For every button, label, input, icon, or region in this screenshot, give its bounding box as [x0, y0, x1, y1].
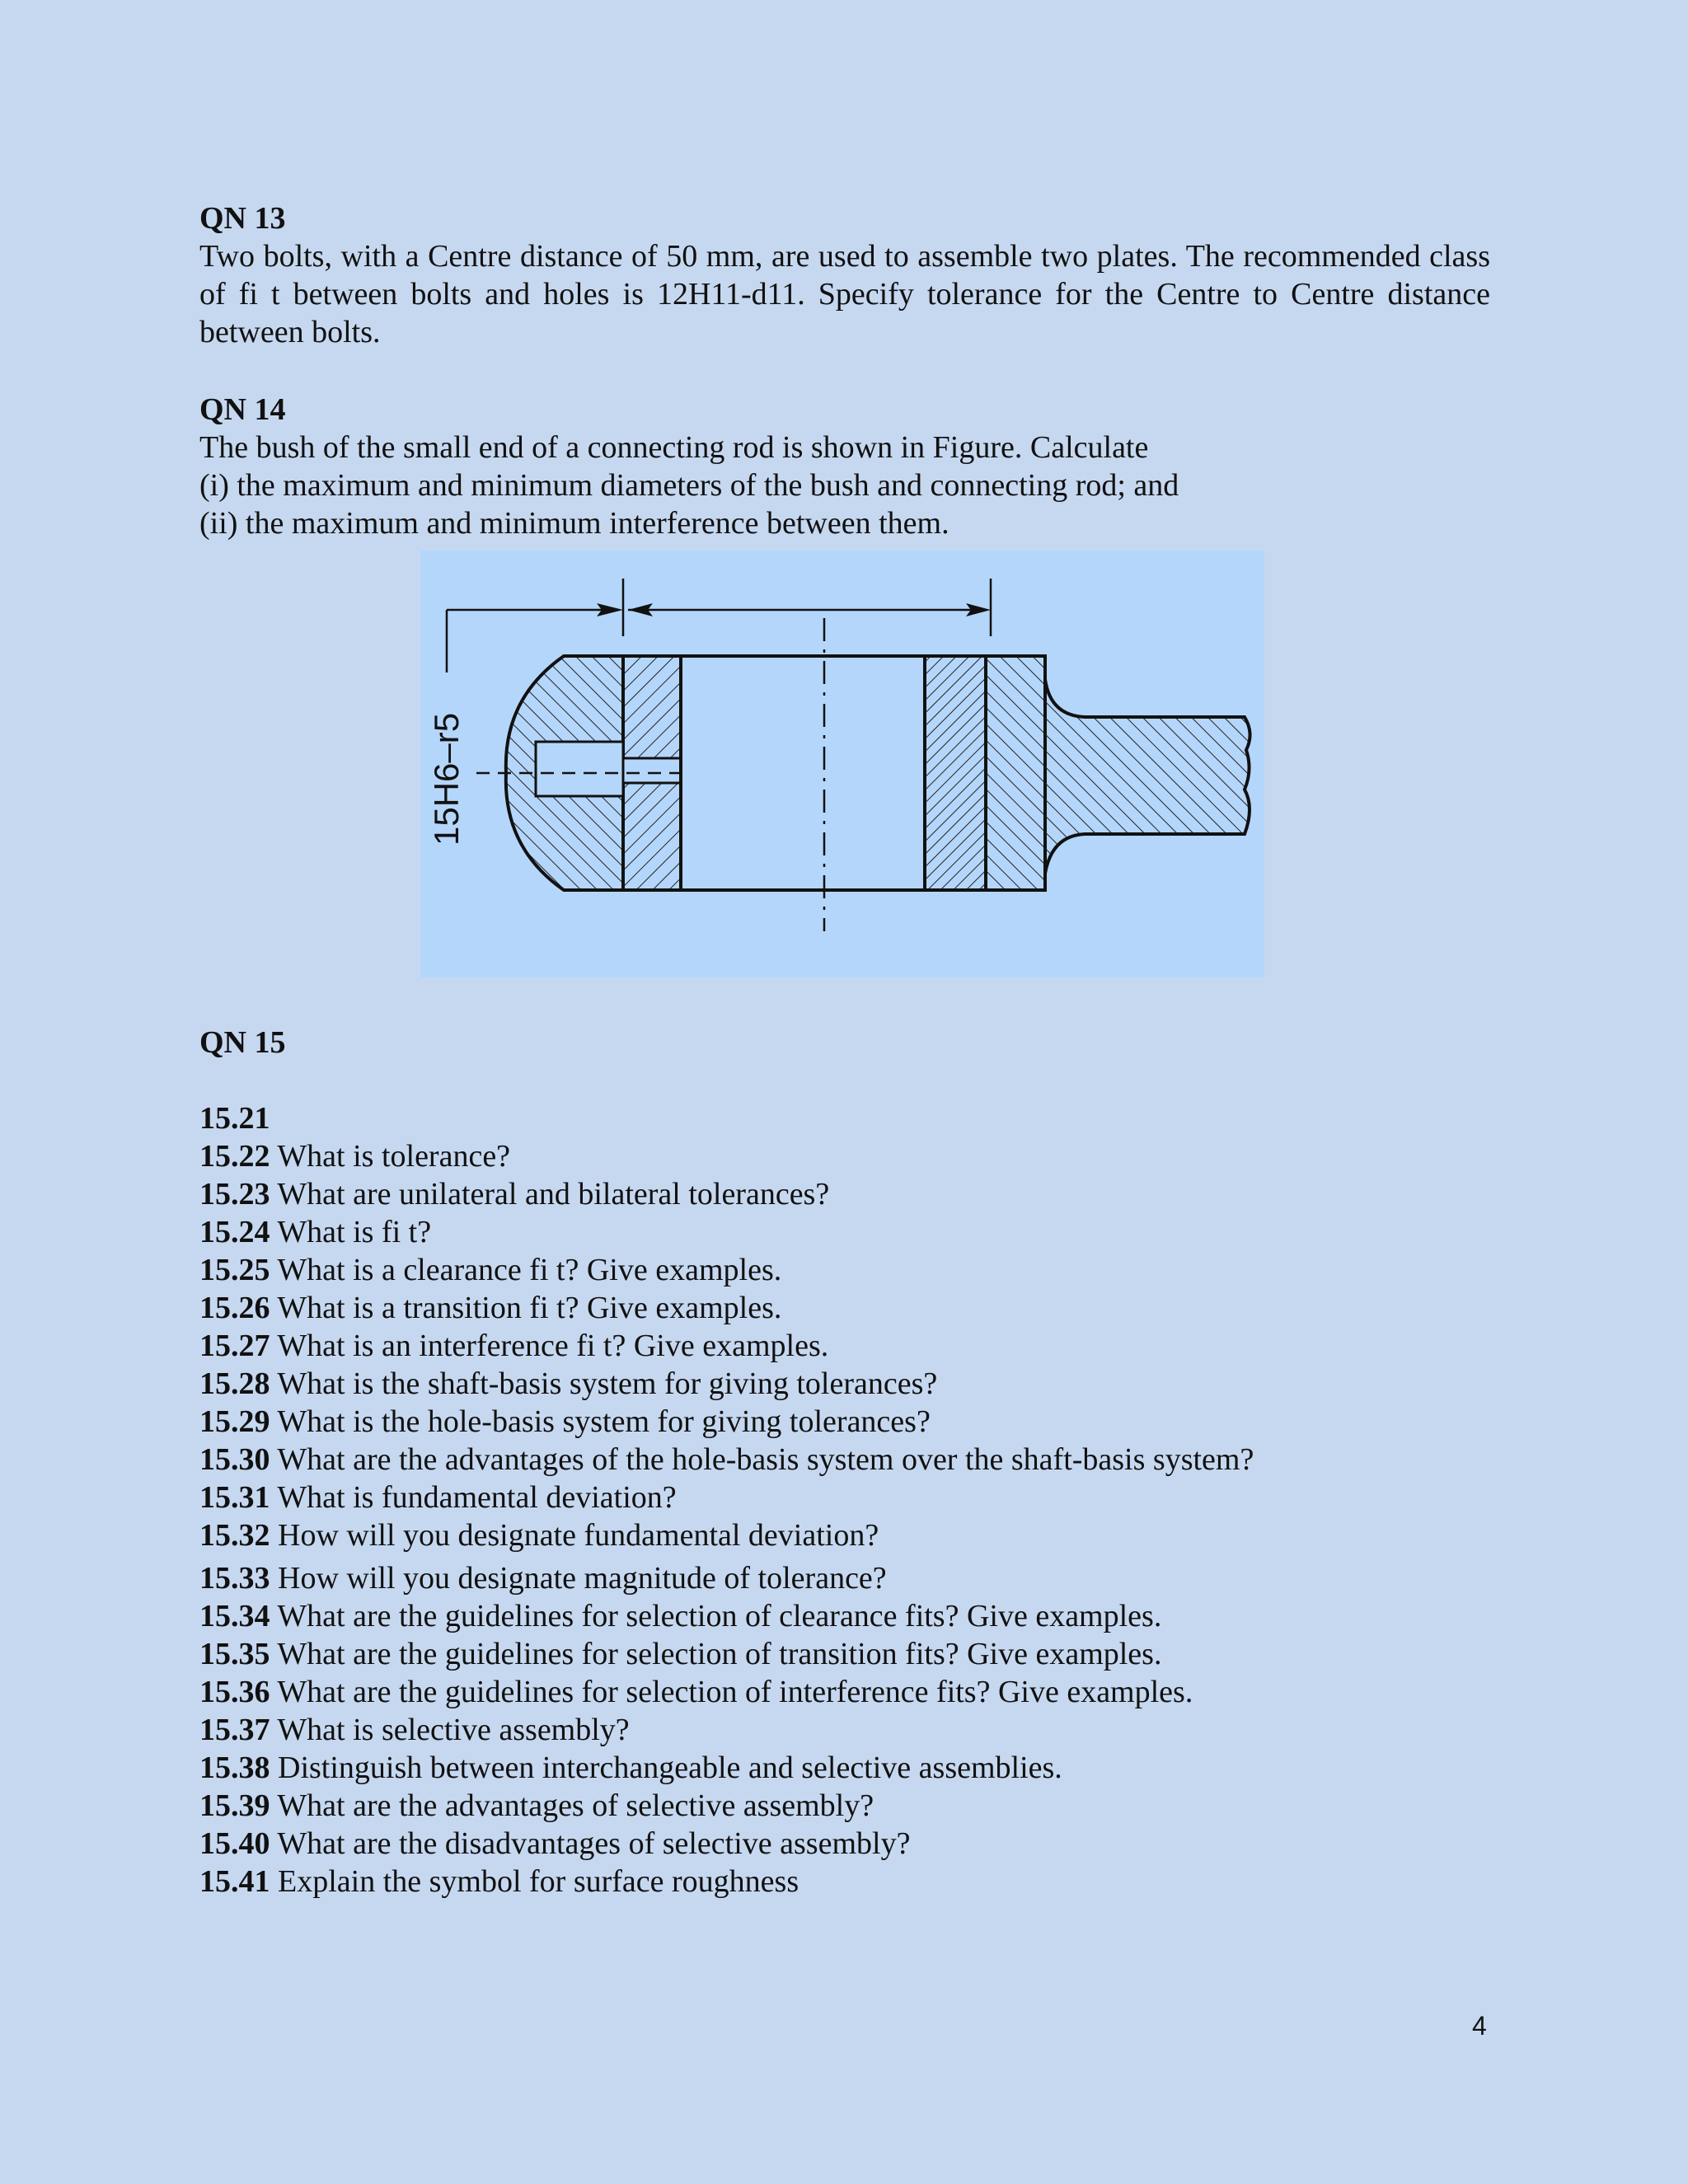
- connecting-rod-figure: [420, 551, 1264, 977]
- page-content: [199, 199, 1490, 1900]
- question-item: [199, 1516, 1490, 1554]
- question-number: 15.22: [199, 1139, 270, 1174]
- question-item: [199, 1099, 1490, 1137]
- question-number: 15.34: [199, 1599, 270, 1633]
- question-item: [199, 1749, 1490, 1787]
- question-number: 15.29: [199, 1404, 270, 1439]
- question-text: Explain the symbol for surface roughness: [270, 1864, 799, 1899]
- question-item: [199, 1825, 1490, 1863]
- question-item: [199, 1327, 1490, 1365]
- question-text: What are the advantages of selective assembly?: [270, 1788, 874, 1823]
- question-number: 15.28: [199, 1366, 270, 1401]
- question-item: [199, 1441, 1490, 1479]
- question-item: [199, 1175, 1490, 1213]
- question-number: 15.27: [199, 1329, 270, 1363]
- question-item: [199, 1635, 1490, 1673]
- question-number: 15.33: [199, 1561, 270, 1596]
- connecting-rod-drawing: [420, 551, 1264, 977]
- question-text: What are the guidelines for selection of transition fits? Give examples.: [270, 1637, 1162, 1671]
- question-text: What is a clearance fi t? Give examples.: [270, 1253, 782, 1287]
- question-item: [199, 1863, 1490, 1900]
- question-number: 15.24: [199, 1215, 270, 1249]
- question-text: What is fundamental deviation?: [270, 1480, 677, 1515]
- question-number: 15.36: [199, 1675, 270, 1709]
- question-text: How will you designate fundamental deviation?: [270, 1518, 879, 1553]
- question-text: What are unilateral and bilateral tolerances?: [270, 1177, 830, 1212]
- qn15-heading: QN 15: [199, 1025, 286, 1060]
- question-number: 15.32: [199, 1518, 270, 1553]
- qn13-text: Two bolts, with a Centre distance of 50 mm, are used to assemble two plates. The recommended class of fi t between bolts and holes is 12H11-d11. Specify tolerance for the Centre to Centre distance between bolts.: [199, 239, 1490, 349]
- question-number: 15.30: [199, 1442, 270, 1477]
- question-text: What are the disadvantages of selective assembly?: [270, 1826, 911, 1861]
- question-text: What are the guidelines for selection of interference fits? Give examples.: [270, 1675, 1193, 1709]
- question-item: [199, 1479, 1490, 1516]
- question-number: 15.40: [199, 1826, 270, 1861]
- question-item: [199, 1559, 1490, 1597]
- question-item: [199, 1289, 1490, 1327]
- qn14-line-3: (ii) the maximum and minimum interference between them.: [199, 506, 950, 541]
- question-item: [199, 1137, 1490, 1175]
- question-item: [199, 1251, 1490, 1289]
- qn14-line-1: The bush of the small end of a connecting rod is shown in Figure. Calculate: [199, 430, 1149, 465]
- qn15-question-list: [199, 1099, 1490, 1900]
- question-text: Distinguish between interchangeable and selective assemblies.: [270, 1750, 1062, 1785]
- qn14-line-2: (i) the maximum and minimum diameters of the bush and connecting rod; and: [199, 468, 1179, 503]
- qn13-heading: QN 13: [199, 201, 286, 236]
- question-number: 15.35: [199, 1637, 270, 1671]
- question-number: 15.26: [199, 1291, 270, 1325]
- qn14-heading: QN 14: [199, 392, 286, 427]
- page-number: 4: [1472, 2011, 1487, 2041]
- question-number: 15.25: [199, 1253, 270, 1287]
- question-number: 15.37: [199, 1713, 270, 1747]
- question-text: What is tolerance?: [270, 1139, 511, 1174]
- question-number: 15.39: [199, 1788, 270, 1823]
- question-text: What is a transition fi t? Give examples.: [270, 1291, 782, 1325]
- question-text: What is fi t?: [270, 1215, 432, 1249]
- question-item: [199, 1787, 1490, 1825]
- question-text: What is an interference fi t? Give examples.: [270, 1329, 829, 1363]
- question-number: 15.38: [199, 1750, 270, 1785]
- fit-label: 15H6–r5: [427, 712, 466, 846]
- question-text: What is selective assembly?: [270, 1713, 630, 1747]
- question-item: [199, 1711, 1490, 1749]
- question-item: [199, 1673, 1490, 1711]
- question-text: What are the advantages of the hole-basis system over the shaft-basis system?: [270, 1442, 1254, 1477]
- question-number: 15.41: [199, 1864, 270, 1899]
- question-number: 15.21: [199, 1101, 270, 1136]
- question-number: 15.23: [199, 1177, 270, 1212]
- question-item: [199, 1403, 1490, 1441]
- question-number: 15.31: [199, 1480, 270, 1515]
- oil-hole: [536, 742, 623, 796]
- question-text: What are the guidelines for selection of clearance fits? Give examples.: [270, 1599, 1162, 1633]
- question-text: What is the hole-basis system for giving tolerances?: [270, 1404, 931, 1439]
- question-item: [199, 1365, 1490, 1403]
- rod-right-end: [986, 656, 1045, 890]
- question-text: What is the shaft-basis system for giving tolerances?: [270, 1366, 938, 1401]
- connecting-rod-shank: [1045, 679, 1250, 874]
- question-text: How will you designate magnitude of tolerance?: [270, 1561, 887, 1596]
- question-item: [199, 1213, 1490, 1251]
- bush-right-wall: [925, 656, 986, 890]
- bore: [681, 656, 925, 890]
- question-item: [199, 1597, 1490, 1635]
